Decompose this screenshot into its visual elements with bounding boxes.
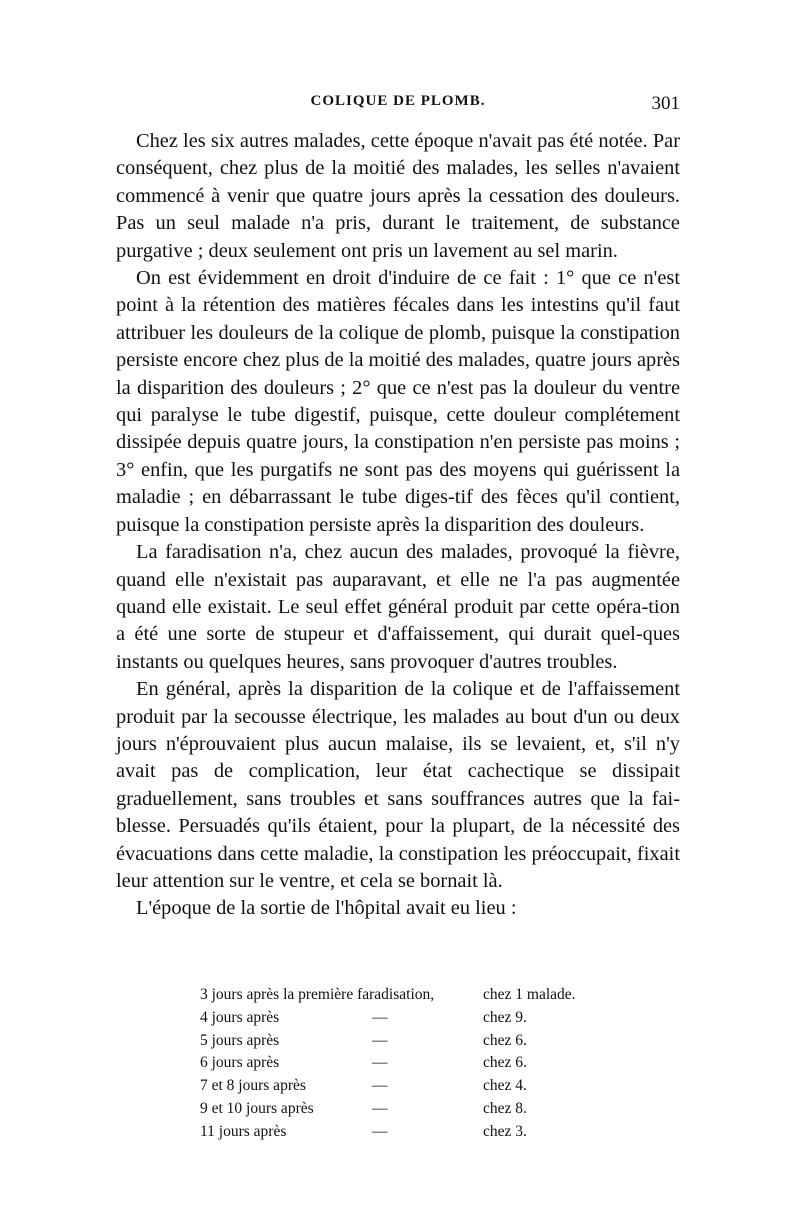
table-row bbox=[200, 1098, 620, 1121]
count-cell: chez 6. bbox=[483, 1031, 527, 1049]
delay-cell: 4 jours après bbox=[200, 1008, 280, 1026]
paragraph: On est évidemment en droit d'induire de ce fait : 1° que ce n'est point à la rétention des matières fécales dans les intestins qu'il faut attribuer les douleurs de la colique de plomb, puisque la constipation persiste encore chez plus de la moitié des malades, quatre jours après la disparition des douleurs ; 2° que ce n'est pas la douleur du ventre qui paralyse le tube digestif, puisque, cette douleur complétement dissipée depuis quatre jours, la constipation n'en persiste pas moins ; 3° enfin, que les purgatifs ne sont pas des moyens qui guérissent la maladie ; en débarrassant le tube diges-tif des fèces qu'il contient, puisque la constipation persiste après la disparition des douleurs. bbox=[116, 267, 680, 536]
dash-cell: — bbox=[372, 1054, 388, 1072]
table-row bbox=[200, 1121, 620, 1144]
table-row bbox=[200, 1030, 620, 1053]
body-text bbox=[116, 128, 680, 923]
table-row bbox=[200, 1075, 620, 1098]
count-cell: chez 8. bbox=[483, 1099, 527, 1117]
paragraph: La faradisation n'a, chez aucun des malades, provoqué la fièvre, quand elle n'existait pas auparavant, et elle ne l'a pas augmentée quand elle existait. Le seul effet général produit par cette opéra-tion a été une sorte de stupeur et d'affaissement, qui durait quel-ques instants ou quelques heures, sans provoquer d'autres troubles. bbox=[116, 541, 680, 673]
dash-cell: — bbox=[372, 1122, 388, 1140]
page-header bbox=[116, 93, 680, 117]
paragraph: Chez les six autres malades, cette époque n'avait pas été notée. Par conséquent, chez plus de la moitié des malades, les selles n'avaient commencé à venir que quatre jours après la cessation des douleurs. Pas un seul malade n'a pris, durant le traitement, de substance purgative ; deux seulement ont pris un lavement au sel marin. bbox=[116, 130, 680, 262]
count-cell: chez 4. bbox=[483, 1077, 527, 1095]
delay-cell: 7 et 8 jours après bbox=[200, 1077, 306, 1095]
paragraph: En général, après la disparition de la colique et de l'affaissement produit par la secousse électrique, les malades au bout d'un ou deux jours n'éprouvaient plus aucun malaise, ils se levaient, et, s'il n'y avait pas de complication, leur état cachectique se dissipait graduellement, sans troubles et sans souffrances autres que la fai-blesse. Persuadés qu'ils étaient, pour la plupart, de la nécessité des évacuations dans cette maladie, la constipation les préoccupait, fixait leur attention sur le ventre, et cela se bornait là. bbox=[116, 678, 680, 892]
table-row bbox=[200, 1052, 620, 1075]
dash-cell: — bbox=[372, 1077, 388, 1095]
count-cell: chez 6. bbox=[483, 1054, 527, 1072]
delay-cell: 9 et 10 jours après bbox=[200, 1099, 314, 1117]
paragraph: L'époque de la sortie de l'hôpital avait eu lieu : bbox=[136, 897, 517, 920]
table-row bbox=[200, 1007, 620, 1030]
page-number: 301 bbox=[651, 93, 680, 114]
dash-cell: — bbox=[372, 1031, 388, 1049]
delay-cell: 6 jours après bbox=[200, 1054, 280, 1072]
dash-cell: — bbox=[372, 1099, 388, 1117]
delay-cell: 5 jours après bbox=[200, 1031, 280, 1049]
running-title: COLIQUE DE PLOMB. bbox=[310, 93, 486, 109]
table-row bbox=[200, 984, 620, 1007]
count-cell: chez 9. bbox=[483, 1008, 527, 1026]
count-cell: chez 1 malade. bbox=[483, 986, 576, 1003]
delay-cell: 3 jours après la première faradisation, bbox=[200, 986, 435, 1003]
count-cell: chez 3. bbox=[483, 1122, 527, 1140]
dash-cell: — bbox=[372, 1008, 388, 1026]
delay-cell: 11 jours après bbox=[200, 1122, 287, 1140]
discharge-table bbox=[200, 984, 620, 1144]
